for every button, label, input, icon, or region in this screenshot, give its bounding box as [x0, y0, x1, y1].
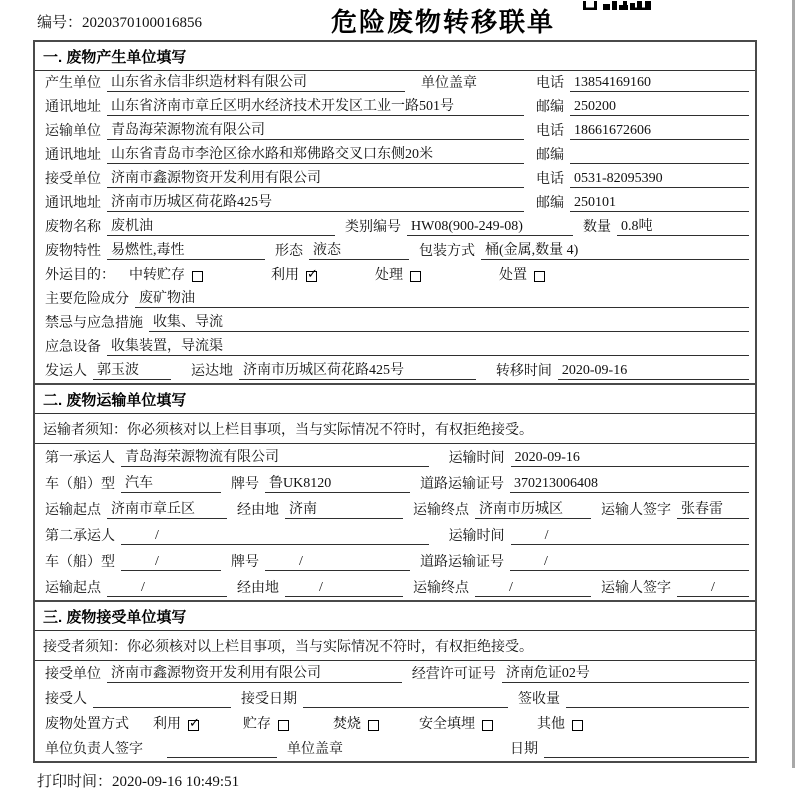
vehicle-type-2-row	[35, 548, 755, 574]
unit-seal-label: 单位盖章	[287, 742, 343, 757]
transporter-phone-label: 电话	[536, 124, 564, 139]
shipper-row	[35, 359, 755, 383]
carrier-signature-2-label: 运输人签字	[601, 581, 671, 596]
producer-zip-label: 邮编	[536, 100, 564, 115]
section-producer-header: 一. 废物产生单位填写	[35, 42, 755, 71]
route-origin-value: 济南市章丘区	[107, 498, 227, 519]
second-carrier-row	[35, 522, 755, 548]
disposal-option-utilize	[153, 713, 199, 733]
receiver-zip-value: 250101	[570, 195, 749, 212]
receiver-unit-value: 济南市鑫源物资开发利用有限公司	[107, 167, 524, 188]
transfer-time-label: 转移时间	[495, 364, 552, 379]
receiver-phone-label: 电话	[536, 172, 564, 187]
emergency-equipment-row	[35, 335, 755, 359]
transporter-zip-label: 邮编	[536, 148, 564, 163]
producer-address-value: 山东省济南市章丘区明水经济技术开发区工业一路501号	[107, 95, 524, 116]
waste-quantity-value: 0.8吨	[617, 215, 749, 236]
purpose-option-dispose-label: 处置	[499, 268, 527, 283]
serial-number-label: 编号：	[37, 15, 83, 31]
carrier-signature-2-value: /	[677, 580, 749, 597]
receiving-unit-row	[35, 661, 755, 686]
second-carrier-label: 第二承运人	[45, 529, 115, 544]
transporter-zip-value	[570, 147, 749, 164]
emergency-measures-label: 禁忌与应急措施	[45, 316, 143, 331]
waste-properties-label: 废物特性	[45, 244, 101, 259]
plate-number-label: 牌号	[231, 477, 259, 492]
route-via-2-value: /	[285, 580, 403, 597]
plate-number-value: 鲁UK8120	[265, 472, 410, 493]
route-origin-2-value: /	[107, 580, 227, 597]
route-via-value: 济南	[285, 498, 403, 519]
route-2-row	[35, 574, 755, 600]
checkbox-icon	[192, 271, 203, 282]
checkbox-icon	[278, 720, 289, 731]
transporter-address-value: 山东省青岛市李沧区徐水路和郑佛路交叉口东侧20米	[107, 143, 524, 164]
signed-quantity-value	[566, 691, 749, 708]
producer-unit-value: 山东省永信非织造材料有限公司	[107, 71, 405, 92]
qr-code-fragment-icon	[583, 0, 651, 10]
receiver-person-row	[35, 686, 755, 711]
transport-time-label: 运输时间	[448, 451, 505, 466]
producer-phone-value: 13854169160	[570, 75, 749, 92]
route-origin-2-label: 运输起点	[45, 581, 101, 596]
purpose-option-utilize-label: 利用	[271, 268, 299, 283]
transfer-purpose-label: 外运目的：	[45, 268, 115, 283]
checkbox-icon	[534, 271, 545, 282]
hazard-components-value: 废矿物油	[135, 287, 749, 308]
document-header	[0, 0, 796, 40]
receiver-address-label: 通讯地址	[45, 196, 101, 211]
road-permit-label: 道路运输证号	[420, 477, 504, 492]
hazard-components-label: 主要危险成分	[45, 292, 129, 307]
route-via-2-label: 经由地	[237, 581, 279, 596]
producer-unit-row	[35, 71, 755, 95]
section-transporter-header: 二. 废物运输单位填写	[35, 385, 755, 414]
disposal-method-label: 废物处置方式	[45, 717, 129, 732]
waste-form-label: 形态	[275, 244, 303, 259]
route-row	[35, 496, 755, 522]
waste-name-label: 废物名称	[45, 220, 101, 235]
receiver-notice: 接受者须知：你必须核对以上栏目事项，当与实际情况不符时，有权拒绝接受。	[35, 631, 755, 661]
waste-category-value: HW08(900-249-08)	[407, 219, 573, 236]
hazard-components-row	[35, 287, 755, 311]
destination-label: 运达地	[191, 364, 233, 379]
purpose-option-treat	[375, 264, 421, 284]
waste-category-label: 类别编号	[345, 220, 401, 235]
second-carrier-value: /	[121, 528, 429, 545]
operating-license-value: 济南危证02号	[502, 662, 749, 683]
responsible-signature-row	[35, 736, 755, 761]
receiver-person-label: 接受人	[45, 692, 87, 707]
disposal-option-storage-label: 贮存	[243, 717, 271, 732]
emergency-equipment-value: 收集装置，导流渠	[107, 335, 749, 356]
waste-properties-row	[35, 239, 755, 263]
route-origin-label: 运输起点	[45, 503, 101, 518]
vehicle-type-2-label: 车（船）型	[45, 555, 115, 570]
seal-date-label: 日期	[510, 742, 538, 757]
vehicle-type-row	[35, 470, 755, 496]
receiver-address-value: 济南市历城区荷花路425号	[107, 191, 524, 212]
page-edge-line	[792, 0, 795, 768]
checkbox-icon	[482, 720, 493, 731]
carrier-signature-value: 张春雷	[677, 498, 749, 519]
receiver-person-value	[93, 691, 231, 708]
emergency-measures-row	[35, 311, 755, 335]
destination-value: 济南市历城区荷花路425号	[239, 359, 476, 380]
road-permit-2-label: 道路运输证号	[420, 555, 504, 570]
transport-time-2-label: 运输时间	[448, 529, 505, 544]
road-permit-value: 370213006408	[510, 476, 749, 493]
disposal-option-storage	[243, 713, 289, 733]
route-end-2-value: /	[475, 580, 591, 597]
waste-form-value: 液态	[309, 239, 409, 260]
shipper-value: 郭玉波	[93, 359, 171, 380]
receiving-unit-value: 济南市鑫源物资开发利用有限公司	[107, 662, 402, 683]
manifest-form	[33, 40, 757, 763]
receiving-unit-label: 接受单位	[45, 667, 101, 682]
route-via-label: 经由地	[237, 503, 279, 518]
print-time-value: 2020-09-16 10:49:51	[112, 774, 240, 790]
section-producer	[33, 40, 757, 385]
transporter-unit-value: 青岛海荣源物流有限公司	[107, 119, 524, 140]
section-receiver-header: 三. 废物接受单位填写	[35, 602, 755, 631]
purpose-option-utilize	[271, 264, 317, 284]
transfer-time-value: 2020-09-16	[558, 363, 749, 380]
transporter-unit-row	[35, 119, 755, 143]
emergency-measures-value: 收集、导流	[149, 311, 749, 332]
producer-zip-value: 250200	[570, 99, 749, 116]
purpose-option-transfer-storage	[129, 264, 203, 284]
section-transporter	[33, 383, 757, 602]
disposal-option-landfill	[419, 713, 493, 733]
purpose-option-treat-label: 处理	[375, 268, 403, 283]
transfer-purpose-row	[35, 263, 755, 287]
transporter-unit-label: 运输单位	[45, 124, 101, 139]
print-time-label: 打印时间：	[37, 774, 113, 790]
operating-license-label: 经营许可证号	[411, 667, 496, 682]
receiver-unit-label: 接受单位	[45, 172, 101, 187]
waste-properties-value: 易燃性,毒性	[107, 239, 265, 260]
plate-number-2-value: /	[265, 554, 410, 571]
checkbox-icon	[368, 720, 379, 731]
disposal-method-row	[35, 711, 755, 736]
disposal-option-other	[537, 713, 583, 733]
responsible-signature-value	[167, 741, 277, 758]
receiver-phone-value: 0531-82095390	[570, 171, 749, 188]
carrier-signature-label: 运输人签字	[601, 503, 671, 518]
first-carrier-value: 青岛海荣源物流有限公司	[121, 446, 429, 467]
waste-quantity-label: 数量	[583, 220, 611, 235]
receiver-zip-label: 邮编	[536, 196, 564, 211]
print-time	[37, 770, 796, 791]
waste-name-value: 废机油	[107, 215, 335, 236]
transport-time-2-value: /	[511, 528, 749, 545]
vehicle-type-value: 汽车	[121, 472, 221, 493]
vehicle-type-label: 车（船）型	[45, 477, 115, 492]
disposal-option-incinerate-label: 焚烧	[333, 717, 361, 732]
disposal-option-utilize-label: 利用	[153, 717, 181, 732]
route-end-value: 济南市历城区	[475, 498, 591, 519]
disposal-option-landfill-label: 安全填埋	[419, 717, 475, 732]
section-receiver	[33, 600, 757, 763]
receiver-address-row	[35, 191, 755, 215]
receiver-unit-row	[35, 167, 755, 191]
producer-unit-label: 产生单位	[45, 76, 101, 91]
disposal-option-incinerate	[333, 713, 379, 733]
transporter-address-label: 通讯地址	[45, 148, 101, 163]
producer-phone-label: 电话	[536, 76, 564, 91]
shipper-label: 发运人	[45, 364, 87, 379]
producer-address-label: 通讯地址	[45, 100, 101, 115]
signed-quantity-label: 签收量	[518, 692, 560, 707]
packing-method-label: 包装方式	[419, 244, 475, 259]
transporter-address-row	[35, 143, 755, 167]
transporter-phone-value: 18661672606	[570, 123, 749, 140]
emergency-equipment-label: 应急设备	[45, 340, 101, 355]
purpose-option-transfer-storage-label: 中转贮存	[129, 268, 185, 283]
vehicle-type-2-value: /	[121, 554, 221, 571]
route-end-label: 运输终点	[413, 503, 469, 518]
packing-method-value: 桶(金属,数量 4)	[481, 239, 749, 260]
checkbox-icon	[572, 720, 583, 731]
disposal-option-other-label: 其他	[537, 717, 565, 732]
first-carrier-label: 第一承运人	[45, 451, 115, 466]
responsible-signature-label: 单位负责人签字	[45, 742, 143, 757]
first-carrier-row	[35, 444, 755, 470]
serial-number-value: 2020370100016856	[82, 15, 203, 31]
receive-date-value	[303, 691, 508, 708]
checkbox-checked-icon	[188, 720, 199, 731]
route-end-2-label: 运输终点	[413, 581, 469, 596]
purpose-option-dispose	[499, 264, 545, 284]
seal-date-value	[544, 741, 749, 758]
producer-seal-label: 单位盖章	[421, 76, 477, 91]
producer-address-row	[35, 95, 755, 119]
plate-number-2-label: 牌号	[231, 555, 259, 570]
checkbox-checked-icon	[306, 271, 317, 282]
page-title: 危险废物转移联单	[330, 7, 555, 37]
transport-time-value: 2020-09-16	[511, 450, 749, 467]
checkbox-icon	[410, 271, 421, 282]
road-permit-2-value: /	[510, 554, 749, 571]
waste-name-row	[35, 215, 755, 239]
receive-date-label: 接受日期	[241, 692, 297, 707]
transporter-notice: 运输者须知：你必须核对以上栏目事项，当与实际情况不符时，有权拒绝接受。	[35, 414, 755, 444]
